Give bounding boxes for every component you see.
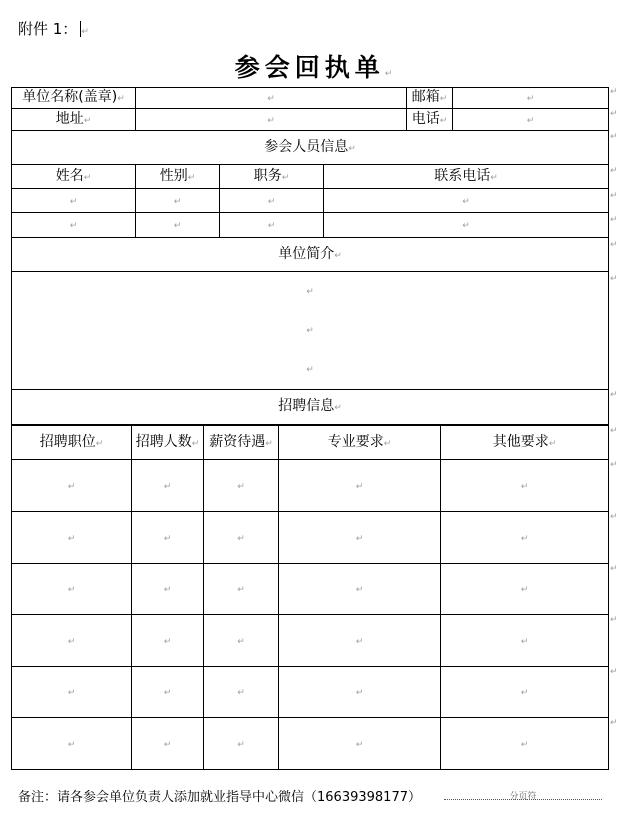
row-end-mark: ↵ — [610, 109, 618, 119]
recruit-header-row — [12, 426, 609, 460]
recruit-headcount-cell[interactable]: ↵ — [132, 460, 204, 512]
attendee-gender-cell[interactable]: ↵ — [136, 189, 220, 213]
recruit-position-cell[interactable]: ↵ — [12, 512, 132, 564]
attendee-col-phone: 联系电话↵ — [324, 165, 609, 189]
recruit-row — [12, 512, 609, 564]
recruit-col-position: 招聘职位↵ — [12, 426, 132, 460]
recruit-row — [12, 460, 609, 512]
recruit-heading: 招聘信息↵ — [12, 390, 609, 425]
return-mark: ↵ — [81, 27, 89, 37]
form-title — [0, 50, 627, 92]
row-end-mark: ↵ — [610, 166, 618, 176]
row-end-mark: ↵ — [610, 191, 618, 201]
row-end-mark: ↵ — [610, 215, 618, 225]
recruit-headcount-cell[interactable]: ↵ — [132, 564, 204, 615]
recruit-position-cell[interactable]: ↵ — [12, 615, 132, 667]
attendee-col-position: 职务↵ — [220, 165, 324, 189]
recruit-major-cell[interactable]: ↵ — [279, 718, 441, 770]
phone-label: 电话↵ — [407, 109, 453, 131]
recruit-other-cell[interactable]: ↵ — [441, 718, 609, 770]
page-break-line — [444, 792, 602, 802]
recruit-salary-cell[interactable]: ↵ — [204, 460, 279, 512]
row-end-mark: ↵ — [610, 240, 618, 250]
recruit-salary-cell[interactable]: ↵ — [204, 718, 279, 770]
recruit-position-cell[interactable]: ↵ — [12, 460, 132, 512]
recruit-col-salary: 薪资待遇↵ — [204, 426, 279, 460]
unit-name-field[interactable]: ↵ — [136, 88, 407, 109]
address-row — [12, 109, 609, 131]
recruit-major-cell[interactable]: ↵ — [279, 667, 441, 718]
row-end-mark: ↵ — [610, 274, 618, 284]
recruit-row — [12, 564, 609, 615]
row-end-mark: ↵ — [610, 512, 618, 522]
attendee-position-cell[interactable]: ↵ — [220, 213, 324, 238]
row-end-mark: ↵ — [610, 390, 618, 400]
recruit-row — [12, 615, 609, 667]
registration-table — [11, 87, 609, 425]
unit-name-label: 单位名称(盖章)↵ — [12, 88, 136, 109]
recruit-major-cell[interactable]: ↵ — [279, 615, 441, 667]
attendee-name-cell[interactable]: ↵ — [12, 189, 136, 213]
recruit-col-headcount: 招聘人数↵ — [132, 426, 204, 460]
unit-name-row — [12, 88, 609, 109]
intro-heading-row — [12, 238, 609, 272]
recruit-major-cell[interactable]: ↵ — [279, 564, 441, 615]
attendee-phone-cell[interactable]: ↵ — [324, 189, 609, 213]
recruit-other-cell[interactable]: ↵ — [441, 512, 609, 564]
attendee-phone-cell[interactable]: ↵ — [324, 213, 609, 238]
recruit-position-cell[interactable]: ↵ — [12, 564, 132, 615]
attendee-row — [12, 213, 609, 238]
recruitment-table — [11, 425, 609, 770]
attendee-row — [12, 189, 609, 213]
recruit-position-cell[interactable]: ↵ — [12, 718, 132, 770]
phone-field[interactable]: ↵ — [453, 109, 609, 131]
recruit-position-cell[interactable]: ↵ — [12, 667, 132, 718]
row-end-mark: ↵ — [610, 667, 618, 677]
recruit-headcount-cell[interactable]: ↵ — [132, 512, 204, 564]
address-label: 地址↵ — [12, 109, 136, 131]
attendee-gender-cell[interactable]: ↵ — [136, 213, 220, 238]
recruit-other-cell[interactable]: ↵ — [441, 667, 609, 718]
recruit-heading-row — [12, 390, 609, 425]
recruit-other-cell[interactable]: ↵ — [441, 615, 609, 667]
attachment-text: 附件 1： — [18, 20, 78, 38]
recruit-headcount-cell[interactable]: ↵ — [132, 615, 204, 667]
remark-note: 备注：请各参会单位负责人添加就业指导中心微信（16639398177） — [18, 790, 421, 805]
attendees-heading-row — [12, 131, 609, 165]
row-end-mark: ↵ — [610, 460, 618, 470]
recruit-headcount-cell[interactable]: ↵ — [132, 718, 204, 770]
recruit-salary-cell[interactable]: ↵ — [204, 615, 279, 667]
attendee-col-gender: 性别↵ — [136, 165, 220, 189]
email-label: 邮箱↵ — [407, 88, 453, 109]
email-field[interactable]: ↵ — [453, 88, 609, 109]
attendee-name-cell[interactable]: ↵ — [12, 213, 136, 238]
recruit-col-major: 专业要求↵ — [279, 426, 441, 460]
recruit-salary-cell[interactable]: ↵ — [204, 564, 279, 615]
recruit-major-cell[interactable]: ↵ — [279, 460, 441, 512]
row-end-mark: ↵ — [610, 87, 618, 97]
attendees-header-row — [12, 165, 609, 189]
attachment-label — [18, 18, 89, 43]
address-field[interactable]: ↵ — [136, 109, 407, 131]
return-mark: ↵ — [384, 69, 393, 79]
recruit-other-cell[interactable]: ↵ — [441, 564, 609, 615]
recruit-other-cell[interactable]: ↵ — [441, 460, 609, 512]
recruit-major-cell[interactable]: ↵ — [279, 512, 441, 564]
recruit-salary-cell[interactable]: ↵ — [204, 667, 279, 718]
recruit-headcount-cell[interactable]: ↵ — [132, 667, 204, 718]
page-break-label: 分页符 — [509, 792, 537, 802]
recruit-col-other: 其他要求↵ — [441, 426, 609, 460]
attendees-heading: 参会人员信息↵ — [12, 131, 609, 165]
row-end-mark: ↵ — [610, 426, 618, 436]
intro-content-field[interactable]: ↵ ↵ ↵ — [12, 272, 609, 390]
recruit-row — [12, 667, 609, 718]
row-end-mark: ↵ — [610, 564, 618, 574]
row-end-mark: ↵ — [610, 718, 618, 728]
intro-heading: 单位简介↵ — [12, 238, 609, 272]
attendee-position-cell[interactable]: ↵ — [220, 189, 324, 213]
row-end-mark: ↵ — [610, 615, 618, 625]
recruit-row — [12, 718, 609, 770]
form-title-text: 参会回执单 — [234, 53, 385, 82]
attendee-col-name: 姓名↵ — [12, 165, 136, 189]
intro-row — [12, 272, 609, 390]
recruit-salary-cell[interactable]: ↵ — [204, 512, 279, 564]
row-end-mark: ↵ — [610, 132, 618, 142]
